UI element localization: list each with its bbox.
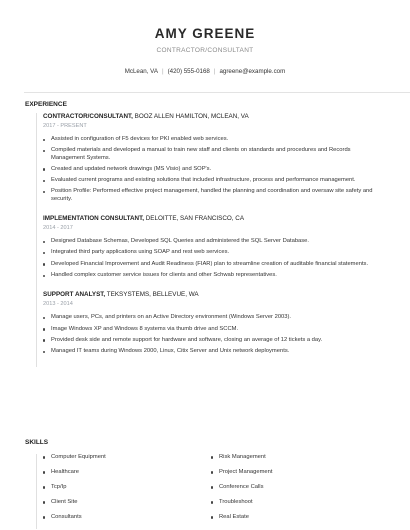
job-company: BOOZ ALLEN HAMILTON, MCLEAN, VA (132, 113, 249, 120)
job-bullet: Manage users, PCs, and printers on an Active Directory environment (Windows Server 2003). (43, 314, 386, 321)
job-bullet: Handled complex customer service issues for clients and other Schwab representatives. (43, 272, 386, 279)
header-divider (24, 92, 410, 93)
job-entry (43, 113, 386, 203)
contact-phone[interactable]: (420) 555-0168 (167, 68, 210, 75)
job-bullets (43, 238, 386, 279)
experience-section-title: EXPERIENCE (25, 101, 67, 108)
job-entry (43, 291, 386, 355)
contact-separator: | (213, 68, 216, 75)
skill-item: Real Estate (211, 514, 379, 521)
skills-list (36, 454, 386, 529)
job-title: CONTRACTOR/CONSULTANT, (43, 113, 133, 120)
experience-list (36, 113, 386, 367)
contact-email[interactable]: agreene@example.com (219, 68, 286, 75)
job-heading (43, 113, 386, 120)
job-title: IMPLEMENTATION CONSULTANT, (43, 215, 144, 223)
contact-separator: | (161, 68, 164, 75)
skill-item: Risk Management (211, 454, 379, 461)
contact-line (0, 68, 410, 75)
skill-item: Conference Calls (211, 484, 379, 491)
job-bullet: Position Profile: Performed effective project management, handled the planning and coordination and oversaw site safety and security. (43, 188, 386, 203)
skill-item: Project Management (211, 469, 379, 476)
contact-location: McLean, VA (124, 68, 158, 75)
job-bullet: Compiled materials and developed a manual to train new staff and clients on standards and procedures and Records Management Systems. (43, 147, 386, 162)
skill-item: Consultants (43, 514, 211, 521)
skill-item: Tcp/Ip (43, 484, 211, 491)
job-company: TEKSYSTEMS, BELLEVUE, WA (105, 291, 199, 299)
skills-column-right (211, 454, 379, 529)
job-bullet: Image Windows XP and Windows 8 systems via thumb drive and SCCM. (43, 326, 386, 333)
job-bullet: Assisted in configuration of F5 devices for PKI enabled web services. (43, 136, 386, 143)
job-bullet: Managed IT teams during Windows 2000, Linux, Citix Server and Unix network deployments. (43, 348, 386, 355)
job-bullet: Evaluated current programs and existing solutions that included infrastructure, process and performance management. (43, 177, 386, 184)
job-bullet: Created and updated network drawings (MS Visio) and SOP's. (43, 166, 386, 173)
job-bullets (43, 314, 386, 355)
job-bullets (43, 136, 386, 203)
candidate-name: AMY GREENE (154, 26, 256, 41)
job-entry (43, 215, 386, 279)
skill-item: Client Site (43, 499, 211, 506)
job-company: DELOITTE, SAN FRANCISCO, CA (143, 215, 245, 223)
job-dates: 2014 - 2017 (43, 225, 73, 232)
candidate-role: CONTRACTOR/CONSULTANT (156, 47, 254, 54)
job-heading (43, 291, 386, 298)
skills-section-title: SKILLS (25, 439, 49, 446)
job-heading (43, 215, 386, 222)
job-title: SUPPORT ANALYST, (43, 291, 106, 299)
job-bullet: Designed Database Schemas, Developed SQL Queries and administered the SQL Server Database. (43, 238, 386, 245)
skills-column-left (43, 454, 211, 529)
job-dates: 2017 - PRESENT (43, 123, 87, 129)
job-dates: 2013 - 2014 (43, 301, 73, 308)
skill-item: Healthcare (43, 469, 211, 476)
resume-header (0, 0, 410, 75)
skill-item: Computer Equipment (43, 454, 211, 461)
job-bullet: Developed Financial Improvement and Audit Readiness (FIAR) plan to streamline creation of auditable financial statements. (43, 261, 386, 268)
job-bullet: Provided desk side and remote support for hardware and software, closing an average of 12 tickets a day. (43, 337, 386, 344)
skill-item: Troubleshoot (211, 499, 379, 506)
job-bullet: Integrated third party applications using SOAP and rest web services. (43, 249, 386, 256)
